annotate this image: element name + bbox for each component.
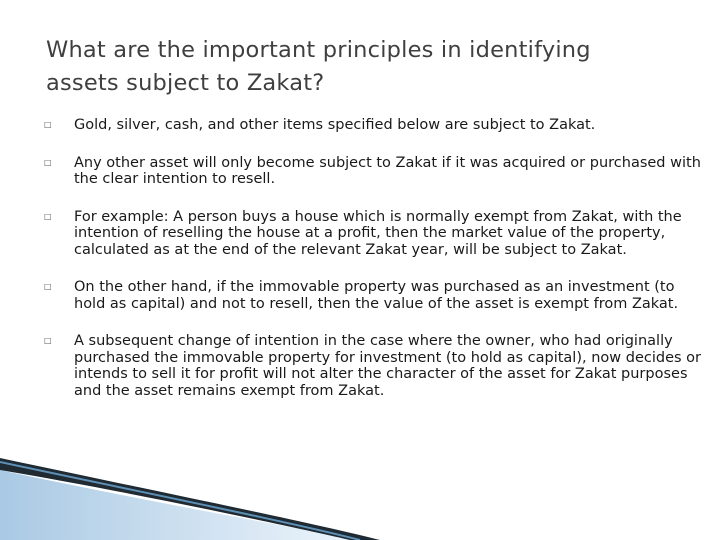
square-bullet-icon: □ (44, 120, 52, 129)
bullet-text: Gold, silver, cash, and other items specified below are subject to Zakat. (74, 117, 596, 133)
square-bullet-icon: □ (44, 336, 52, 345)
slide-title: What are the important principles in identifying assets subject to Zakat? (46, 37, 591, 96)
bullet-item (44, 279, 704, 312)
bullet-text: For example: A person buys a house which is normally exempt from Zakat, with the intention of reselling the house at a profit, then the market value of the property, calculated as at the end of the relevant Zakat year, will be subject to Zakat. (74, 208, 682, 258)
bullet-text: On the other hand, if the immovable property was purchased as an investment (to hold as capital) and not to resell, then the value of the asset is exempt from Zakat. (74, 279, 679, 312)
bullet-item (44, 155, 704, 188)
bullet-list (44, 117, 704, 420)
square-bullet-icon: □ (44, 282, 52, 291)
bullet-text: Any other asset will only become subject to Zakat if it was acquired or purchased with the clear intention to resell. (74, 154, 701, 187)
square-bullet-icon: □ (44, 211, 52, 221)
bullet-item (44, 209, 704, 259)
bullet-item (44, 333, 704, 399)
square-bullet-icon: □ (44, 157, 52, 167)
bullet-text: A subsequent change of intention in the case where the owner, who had originally purchased the immovable property for investment (to hold as capital), now decides or intends to sell it for profit will not alter the character of the asset for Zakat purposes and the asset remains exempt from Zakat. (74, 333, 701, 399)
bullet-item (44, 117, 704, 134)
